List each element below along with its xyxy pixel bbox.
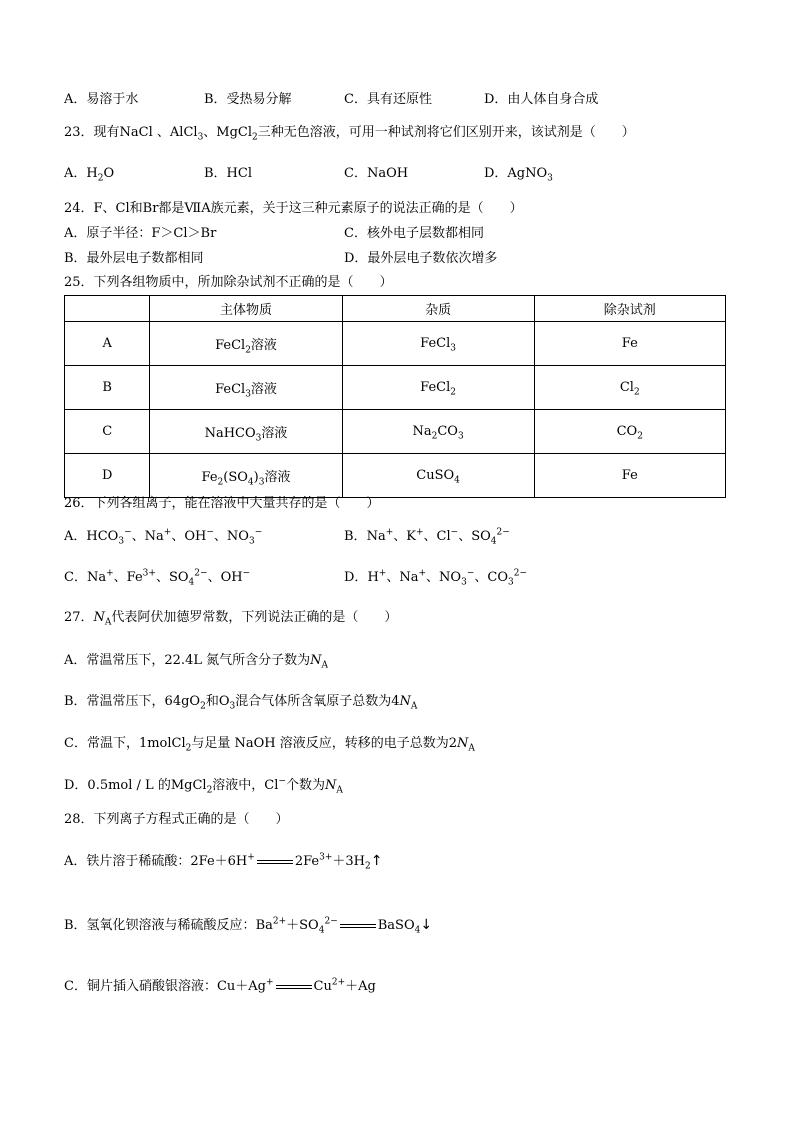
equals-sign [340,924,376,928]
q24-option-d: D．最外层电子数依次增多 [344,251,498,266]
table-row [65,322,726,366]
gas-arrow-icon: ↑ [370,853,383,869]
q26-option-b: B．Na+、K+、Cl−、$SO_4^{2-}$ [344,527,510,547]
table-header-impurity: 杂质 [342,296,534,322]
reagent: Fe [534,454,725,498]
equals-sign [257,860,293,864]
table-header-row [65,296,726,322]
equals-sign [276,985,312,989]
q24-option-c: C．核外电子层数都相同 [344,226,484,241]
reagent: $CO_2$ [534,410,725,454]
table-row [65,410,726,454]
q28-option-b: B．氢氧化钡溶液与稀硫酸反应：$Ba^{2+}+SO_4^{2-}$ BaSO$_4$↓ [64,916,433,936]
main-substance: FeCl$_3$溶液 [150,366,342,410]
q26-stem: 26．下列各组离子，能在溶液中大量共存的是（ ） [64,496,380,511]
q24-stem: 24．F、Cl和Br都是ⅦA族元素，关于这三种元素原子的说法正确的是（ ） [64,201,523,216]
q26-option-c: C．Na+、$Fe^{3+}$、$SO_4^{2-}$、OH− [64,568,251,588]
table-row [65,454,726,498]
q22-option-a: A．易溶于水 [64,92,139,107]
main-substance: FeCl$_2$溶液 [150,322,342,366]
row-label: D [65,454,150,498]
table-row [65,366,726,410]
q27-stem: 27．$N_A$代表阿伏加德罗常数，下列说法正确的是（ ） [64,610,398,628]
impurity: FeCl$_2$ [342,366,534,410]
row-label: C [65,410,150,454]
impurity: FeCl$_3$ [342,322,534,366]
q26-option-d: D．H+、Na+、$NO_3^-$、$CO_3^{2-}$ [344,568,528,588]
precipitate-arrow-icon: ↓ [420,917,433,933]
q27-option-b: B．常温常压下，$64gO_2$和$O_3$混合气体所含氧原子总数为$4N_A$ [64,694,418,712]
q22-option-d: D．由人体自身合成 [484,92,599,107]
table-header-blank [65,296,150,322]
q28-stem: 28．下列离子方程式正确的是（ ） [64,812,289,827]
impurity: CuSO$_4$ [342,454,534,498]
q27-option-a: A．常温常压下，22.4L 氮气所含分子数为$N_A$ [64,653,328,671]
reagent: $Cl_2$ [534,366,725,410]
q28-option-c: C．铜片插入硝酸银溶液：Cu＋Ag+ $Cu^{2+}+Ag$ [64,977,376,994]
q28-option-a: A．铁片溶于稀硫酸：2Fe＋6H+ $2Fe^{3+}+3H_2↑$ [64,852,383,872]
q23-stem: 23．现有NaCl 、AlCl$_3$、MgCl$_2$三种无色溶液，可用一种试剂将它们区别开来，该试剂是（ ） [64,125,635,143]
table-header-main: 主体物质 [150,296,342,322]
q23-option-d: D．AgNO$_3$ [484,166,553,184]
q24-option-a: A．原子半径：F＞Cl＞Br [64,226,217,241]
impurity: $Na_2CO_3$ [342,410,534,454]
q27-option-c: C．常温下，1molCl$_2$与足量 NaOH 溶液反应，转移的电子总数为$2N_A$ [64,736,475,754]
table-header-reagent: 除杂试剂 [534,296,725,322]
q23-option-c: C．NaOH [344,166,409,181]
q23-option-a: A．$H_2O$ [64,166,115,184]
reagent: Fe [534,322,725,366]
q27-option-d: D．0.5mol / L 的MgCl$_2$溶液中，Cl−个数为$N_A$ [64,776,343,796]
q22-option-b: B．受热易分解 [204,92,292,107]
q23-option-b: B．HCl [204,166,252,181]
q25-table [64,295,726,498]
q26-option-a: A．$HCO_3^-$、Na+、OH−、$NO_3^-$ [64,527,263,547]
main-substance: $Fe_2(SO_4)_3$溶液 [150,454,342,498]
row-label: A [65,322,150,366]
q24-option-b: B．最外层电子数都相同 [64,251,204,266]
main-substance: NaHCO$_3$溶液 [150,410,342,454]
q25-stem: 25．下列各组物质中，所加除杂试剂不正确的是（ ） [64,275,393,290]
row-label: B [65,366,150,410]
q22-option-c: C．具有还原性 [344,92,432,107]
